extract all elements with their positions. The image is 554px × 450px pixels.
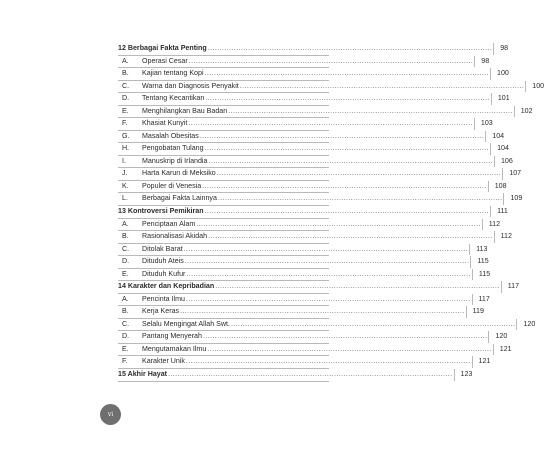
toc-page-number: 98 xyxy=(493,43,522,55)
toc-item-letter: C. xyxy=(122,244,130,253)
leader-dots: ........................................................................................................................ xyxy=(186,269,471,278)
toc-item-title: Berbagai Fakta Lainnya xyxy=(142,194,217,203)
toc-item-title: Selalu Mengingat Allah Swt. xyxy=(142,319,230,328)
toc-page-number: 119 xyxy=(466,306,495,318)
toc-item-title: Rasionalisasi Akidah xyxy=(142,232,208,241)
toc-chapter-row xyxy=(118,206,508,219)
leader-dots: ........................................................................................................................ xyxy=(204,144,490,153)
toc-item-title: Populer di Venesia xyxy=(142,181,202,190)
toc-chapter-row xyxy=(118,281,520,294)
toc-page-number: 108 xyxy=(488,181,517,193)
leader-dots: ........................................................................................................................ xyxy=(208,156,493,165)
toc-item-row xyxy=(118,81,545,94)
toc-chapter-row xyxy=(118,43,509,56)
toc-chapter-title: 15 Akhir Hayat xyxy=(118,370,168,379)
leader-dots: ........................................................................................................................ xyxy=(183,244,469,253)
leader-dots: ........................................................................................................................ xyxy=(215,282,500,291)
toc-item-title: Kerja Keras xyxy=(142,307,180,316)
toc-page-number: 115 xyxy=(470,256,499,268)
toc-item-row xyxy=(118,294,490,307)
toc-item-row xyxy=(118,143,509,156)
toc-item-title: Khasiat Kunyit xyxy=(142,119,188,128)
toc-page-number: 101 xyxy=(491,93,520,105)
leader-dots: ........................................................................................................................ xyxy=(204,69,490,78)
toc-item-letter: E. xyxy=(122,106,129,115)
toc-page-number: 100 xyxy=(490,68,519,80)
leader-dots: ........................................................................................................................ xyxy=(184,257,470,266)
toc-page-number: 115 xyxy=(472,269,501,281)
toc-page-number: 102 xyxy=(514,106,543,118)
toc-item-row xyxy=(118,356,491,369)
page-number-badge: vi xyxy=(100,404,121,425)
toc-item-row xyxy=(118,106,533,119)
toc-item-letter: C. xyxy=(122,81,130,90)
toc-item-row xyxy=(118,168,522,181)
toc-item-row xyxy=(118,93,510,106)
toc-item-letter: I. xyxy=(122,156,126,165)
toc-item-row xyxy=(118,269,491,282)
toc-page-number: 109 xyxy=(503,193,532,205)
toc-page-number: 103 xyxy=(474,118,503,130)
toc-item-letter: A. xyxy=(122,219,129,228)
leader-dots: ........................................................................................................................ xyxy=(185,357,471,366)
toc-item-row xyxy=(118,181,507,194)
toc-item-letter: B. xyxy=(122,69,129,78)
toc-item-row xyxy=(118,319,536,332)
toc-item-title: Operasi Cesar xyxy=(142,56,188,65)
toc-item-title: Pengobatan Tulang xyxy=(142,144,204,153)
leader-dots: ........................................................................................................................ xyxy=(202,181,487,190)
toc-page-number: 120 xyxy=(488,331,517,343)
toc-item-row xyxy=(118,231,512,244)
toc-item-letter: H. xyxy=(122,144,130,153)
leader-dots: ........................................................................................................................ xyxy=(207,344,492,353)
toc-chapter-title: 14 Karakter dan Kepribadian xyxy=(118,282,215,291)
leader-dots: ........................................................................................................................ xyxy=(228,106,513,115)
leader-dots: ........................................................................................................................ xyxy=(196,219,481,228)
toc-item-row xyxy=(118,256,489,269)
toc-item-letter: F. xyxy=(122,119,128,128)
toc-page-number: 100 xyxy=(525,81,554,93)
toc-item-letter: B. xyxy=(122,307,129,316)
toc-item-title: Menghilangkan Bau Badan xyxy=(142,106,228,115)
toc-item-title: Masalah Obesitas xyxy=(142,131,199,140)
toc-item-title: Manuskrip di Irlandia xyxy=(142,156,208,165)
leader-dots: ........................................................................................................................ xyxy=(202,332,488,341)
toc-page-number: 113 xyxy=(469,244,498,256)
toc-page-number: 117 xyxy=(501,281,530,293)
toc-page-number: 98 xyxy=(474,56,503,68)
toc-item-letter: E. xyxy=(122,269,129,278)
toc-item-letter: F. xyxy=(122,357,128,366)
toc-item-row xyxy=(118,131,505,144)
toc-item-title: Tentang Kecantikan xyxy=(142,94,205,103)
leader-dots: ........................................................................................................................ xyxy=(208,232,493,241)
toc-page-number: 112 xyxy=(494,231,523,243)
toc-page-number: 121 xyxy=(472,356,501,368)
leader-dots: ........................................................................................................................ xyxy=(217,194,503,203)
toc-item-row xyxy=(118,331,508,344)
toc-item-letter: A. xyxy=(122,294,129,303)
leader-dots: ........................................................................................................................ xyxy=(168,370,453,379)
toc-item-letter: A. xyxy=(122,56,129,65)
toc-item-title: Pencinta Ilmu xyxy=(142,294,185,303)
toc-item-row xyxy=(118,244,488,257)
toc-item-letter: K. xyxy=(122,181,129,190)
leader-dots: ........................................................................................................................ xyxy=(188,56,474,65)
toc-item-row xyxy=(118,344,512,357)
toc-page-number: 120 xyxy=(516,319,545,331)
leader-dots: ........................................................................................................................ xyxy=(180,307,465,316)
toc-item-letter: C. xyxy=(122,319,130,328)
toc-chapter-title: 13 Kontroversi Pemikiran xyxy=(118,206,204,215)
toc-page-number: 121 xyxy=(493,344,522,356)
toc-page-number: 112 xyxy=(482,219,511,231)
leader-dots: ........................................................................................................................ xyxy=(239,81,525,90)
toc-item-title: Ditolak Barat xyxy=(142,244,183,253)
leader-dots: ........................................................................................................................ xyxy=(199,131,485,140)
toc-page-number: 104 xyxy=(485,131,514,143)
toc-item-title: Warna dan Diagnosis Penyakit xyxy=(142,81,239,90)
table-of-contents xyxy=(118,43,545,382)
toc-item-letter: L. xyxy=(122,194,128,203)
toc-item-title: Dituduh Kufur xyxy=(142,269,186,278)
toc-item-letter: B. xyxy=(122,232,129,241)
leader-dots: ........................................................................................................................ xyxy=(188,119,473,128)
toc-item-letter: J. xyxy=(122,169,128,178)
toc-item-title: Penciptaan Alam xyxy=(142,219,196,228)
leader-dots: ........................................................................................................................ xyxy=(185,294,471,303)
leader-dots: ........................................................................................................................ xyxy=(230,319,516,328)
toc-page-number: 106 xyxy=(494,156,523,168)
toc-item-row xyxy=(118,193,523,206)
toc-chapter-row xyxy=(118,369,473,382)
leader-dots: ........................................................................................................................ xyxy=(216,169,502,178)
toc-item-letter: D. xyxy=(122,94,130,103)
leader-dots: ........................................................................................................................ xyxy=(204,206,490,215)
toc-item-row xyxy=(118,118,493,131)
toc-item-letter: G. xyxy=(122,131,130,140)
toc-item-letter: E. xyxy=(122,344,129,353)
toc-page-number: 123 xyxy=(454,369,483,381)
toc-page-number: 104 xyxy=(490,143,519,155)
toc-item-row xyxy=(118,156,513,169)
toc-item-row xyxy=(118,68,509,81)
toc-page-number: 117 xyxy=(472,294,501,306)
toc-item-row xyxy=(118,56,490,69)
toc-item-letter: D. xyxy=(122,332,130,341)
toc-page-number: 107 xyxy=(502,168,531,180)
toc-item-letter: D. xyxy=(122,257,130,266)
leader-dots: ........................................................................................................................ xyxy=(205,94,490,103)
toc-item-row xyxy=(118,219,501,232)
toc-item-title: Karakter Unik xyxy=(142,357,185,366)
toc-page-number: 111 xyxy=(490,206,519,218)
leader-dots: ........................................................................................................................ xyxy=(207,44,493,53)
toc-item-title: Mengutamakan Ilmu xyxy=(142,344,207,353)
toc-item-row xyxy=(118,306,484,319)
toc-item-title: Dituduh Ateis xyxy=(142,257,184,266)
toc-item-title: Kajian tentang Kopi xyxy=(142,69,204,78)
toc-item-title: Harta Karun di Meksiko xyxy=(142,169,216,178)
toc-chapter-title: 12 Berbagai Fakta Penting xyxy=(118,44,207,53)
toc-item-title: Pantang Menyerah xyxy=(142,332,202,341)
